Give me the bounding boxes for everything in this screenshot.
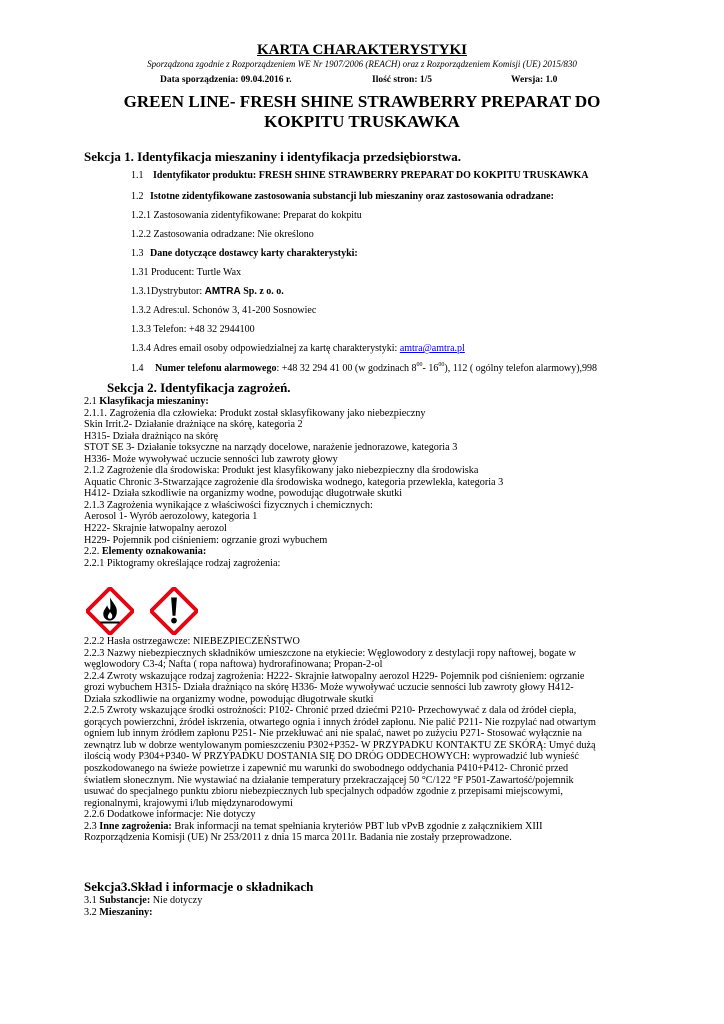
flame-icon bbox=[86, 587, 134, 635]
item-address: 1.3.2 Adres:ul. Schonów 3, 41-200 Sosnowiec bbox=[131, 305, 317, 316]
section2-heading: Sekcja 2. Identyfikacja zagrożeń. bbox=[107, 380, 291, 395]
exclamation-mark-icon bbox=[150, 587, 198, 635]
item-1-2: 1.2 Istotne zidentyfikowane zastosowania substancji lub mieszaniny oraz zastosowania odradzane: bbox=[131, 191, 554, 202]
item-1-1: 1.1 Identyfikator produktu: FRESH SHINE STRAWBERRY PREPARAT DO KOKPITU TRUSKAWKA bbox=[131, 170, 589, 181]
email-link[interactable]: amtra@amtra.pl bbox=[399, 343, 465, 354]
page-count: Ilość stron: 1/5 bbox=[372, 75, 432, 85]
item-1-2-2: 1.2.2 Zastosowania odradzane: Nie określono bbox=[131, 229, 314, 240]
creation-date: Data sporządzenia: 09.04.2016 r. bbox=[160, 75, 292, 85]
section2-classification: 2.1 Klasyfikacja mieszaniny: 2.1.1. Zagrożenia dla człowieka: Produkt został sklasyfikowany jako niebezpieczny Skin Irrit.2- Działanie drażniące na skórę, kategoria 2 H315- Działa drażniąco na skórę STOT SE 3- Działanie toksyczne na narządy docelowe, narażenie jednorazowe, kategoria 3 H336- Może wywoływać uczucie senności lub zawroty głowy 2.1.2 Zagrożenie dla środowiska: Produkt jest klasyfikowany jako niebezpieczny dla środowiska Aquatic Chronic 3-Stwarzające zagrożenie dla środowiska wodnego, kategoria przewlekła, kategoria 3 H412- Działa szkodliwie na organizmy wodne, powodując długotrwałe skutki 2.1.3 Zagrożenia wynikające z właściwości fizycznych i chemicznych: Aerosol 1- Wyrób aerozolowy, kategoria 1 H222- Skrajnie łatwopalny aerozol H229- Pojemnik pod ciśnieniem: ogrzanie grozi wybuchem 2.2. Elementy oznakowania: 2.2.1 Piktogramy określające rodzaj zagrożenia: bbox=[84, 396, 504, 569]
item-email: 1.3.4 Adres email osoby odpowiedzialnej za kartę charakterystyki: amtra@amtra.pl bbox=[131, 343, 465, 354]
product-title-line2: KOKPITU TRUSKAWKA bbox=[264, 112, 460, 131]
regulation-subtitle: Sporządzona zgodnie z Rozporządzeniem WE Nr 1907/2006 (REACH) oraz z Rozporządzeniem Komisji (UE) 2015/830 bbox=[147, 59, 577, 69]
section3-heading: Sekcja3.Skład i informacje o składnikach bbox=[84, 879, 314, 894]
item-1-3: 1.3 Dane dotyczące dostawcy karty charakterystyki: bbox=[131, 248, 358, 259]
item-1-2-1: 1.2.1 Zastosowania zidentyfikowane: Preparat do kokpitu bbox=[131, 210, 362, 221]
version: Wersja: 1.0 bbox=[511, 75, 558, 85]
item-producer: 1.31 Producent: Turtle Wax bbox=[131, 267, 242, 278]
section3-items: 3.1 Substancje: Nie dotyczy 3.2 Mieszaniny: bbox=[84, 895, 203, 918]
item-emergency-phone: 1.4 Numer telefonu alarmowego: +48 32 294 41 00 (w godzinach $8^{00}-$ $16^{00}$), 112 ( ogólny telefon alarmowy),998 bbox=[131, 362, 598, 374]
item-phone: 1.3.3 Telefon: +48 32 2944100 bbox=[131, 324, 255, 335]
section2-labelling: 2.2.2 Hasła ostrzegawcze: NIEBEZPIECZEŃSTWO 2.2.3 Nazwy niebezpiecznych składników umieszczone na etykiecie: Węglowodory z destylacji ropy naftowej, bogate w węglowodory C3-4; Nafta ( ropa naftowa) hydrorafinowana; Propan-2-ol 2.2.4 Zwroty wskazujące rodzaj zagrożenia: H222- Skrajnie łatwopalny aerozol H229- Pojemnik pod ciśnieniem: ogrzanie grozi wybuchem H315- Działa drażniąco na skórę H336- Może wywoływać uczucie senności lub zawroty głowy H412- Działa szkodliwie na organizmy wodne, powodując długotrwałe skutki 2.2.5 Zwroty wskazujące środki ostrożności: P102- Chronić przed dziećmi P210- Przechowywać z dala od źródeł ciepła, gorących powierzchni, źródeł iskrzenia, otwartego ognia i innych źródeł zapłonu. Nie palić P211- Nie rozpylać nad otwartym ogniem lub innym źródłem zapłonu P251- Nie przekłuwać ani nie spalać, nawet po zużyciu P271- Stosować wyłącznie na zewnątrz lub w dobrze wentylowanym pomieszczeniu P302+P352- W PRZYPADKU KONTAKTU ZE SKÓRĄ: Umyć dużą ilością wody P304+P340- W PRZYPADKU DOSTANIA SIĘ DO DRÓG ODDECHOWYCH: wyprowadzić lub wynieść poszkodowanego na świeże powietrze i zapewnić mu warunki do swobodnego oddychania P410+P412- Chronić przed światłem słonecznym. Nie wystawiać na działanie temperatury przekraczającej 50 °C/122 °F P501-Zawartość/pojemnik usuwać do specjalnego punktu zbioru niebezpiecznych lub specjalnych odpadów zgodnie z przepisami miejscowymi, regionalnymi, krajowymi i/lub międzynarodowymi 2.2.6 Dodatkowe informacje: Nie dotyczy 2.3 Inne zagrożenia: Brak informacji na temat spełniania kryteriów PBT lub vPvB zgodnie z załącznikiem XIII Rozporządzenia Komisji (UE) Nr 253/2011 z dnia 15 marca 2011r. Badania nie zostały przeprowadzone. bbox=[84, 636, 596, 844]
distributor-brand: AMTRA bbox=[204, 286, 241, 297]
document-title: KARTA CHARAKTERYSTYKI bbox=[257, 42, 467, 58]
product-title-line1: GREEN LINE- FRESH SHINE STRAWBERRY PREPARAT DO bbox=[123, 92, 601, 111]
item-distributor: 1.3.1Dystrybutor: AMTRA Sp. z o. o. bbox=[131, 286, 284, 297]
section1-heading: Sekcja 1. Identyfikacja mieszaniny i identyfikacja przedsiębiorstwa. bbox=[84, 149, 461, 164]
